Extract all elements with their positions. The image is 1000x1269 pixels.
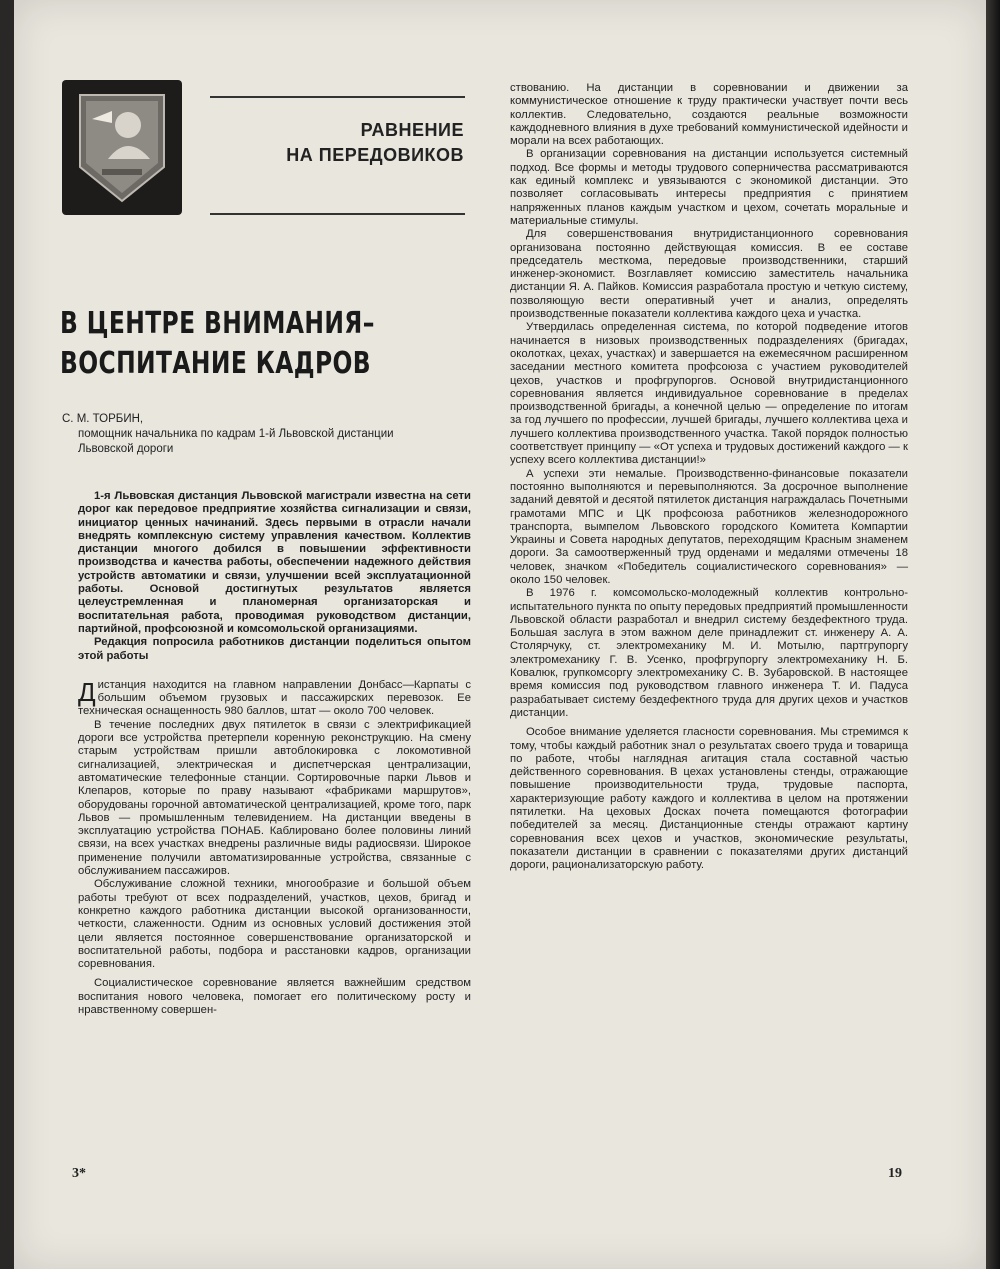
page-number: 19 bbox=[888, 1166, 902, 1181]
body-paragraph: В 1976 г. комсомольско-молодежный коллектив контрольно-испытательного пункта по опыту передовых предприятий промышленности Львовской области разработал и внедрил систему бездефектного труда. Большая заслуга в этом важном деле принадлежит ст. инженеру А. А. Столярчуку, ст. электромеханику М. И. Мотылю, партгрупоргу электромеханику Г. В. Усенко, профгрупоргу электромеханику Н. Б. Ковалюк, групкомсоргу электромеханику С. В. Зубаровской. В настоящее время комиссия под руководством главного инженера Т. И. Падуса разрабатывает систему бездефектного труда для других цехов и участков дистанции. bbox=[510, 587, 908, 719]
body-paragraph: В течение последних двух пятилеток в связи с электрификацией дороги все устройства претерпели коренную реконструкцию. На смену старым устройствам пришли автоблокировка с локомотивной сигнализацией, электрическая и диспетчерская централизации, автоматические телефонные станции. Сортировочные парки Львов и Клепаров, которые по праву называют «фабриками маршрутов», оборудованы горочной автоматической централизацией, кроме того, парк Львов — промышленным телевидением. На дистанции введены в эксплуатацию устройства ПОНАБ. Каблировано более половины линий связи, на всех участках внедрены различные виды радиосвязи. Широкое применение получили автоматизированные устройства, связанные с обслуживанием пассажиров. bbox=[78, 718, 471, 878]
section-heading-line2: НА ПЕРЕДОВИКОВ bbox=[286, 145, 464, 165]
editor-note: Редакция попросила работников дистанции поделиться опытом этой работы bbox=[78, 636, 471, 662]
body-paragraph: Дистанция находится на главном направлении Донбасс—Карпаты с большим объемом грузовых и пассажирских перевозок. Ее техническая оснащенность 980 баллов, штат — около 700 человек. bbox=[78, 676, 471, 718]
body-paragraph: В организации соревнования на дистанции используется системный подход. Все формы и методы трудового соперничества рассматриваются как единый комплекс и увязываются с экономикой дистанции. Это позволяет согласовывать интересы предприятия с принятием напряженных планов каждым участком и цехом, сочетать моральные и материальные стимулы. bbox=[510, 148, 908, 227]
author-name: С. М. ТОРБИН, bbox=[62, 413, 144, 425]
body-paragraph: Обслуживание сложной техники, многообразие и большой объем работы требуют от всех подразделений, участков, цехов, бригад и конкретно каждого работника дистанции высокой организованности, четкости, слаженности. Одним из основных условий достижения этой цели является постоянное совершенствование организаторской и воспитательной работы, подбора и расстановки кадров, организации соревнования. bbox=[78, 878, 471, 971]
left-column bbox=[78, 490, 471, 1017]
body-paragraph: А успехи эти немалые. Производственно-финансовые показатели постоянно выполняются и перевыполняются. За досрочное выполнение заданий девятой и десятой пятилеток дистанция награждалась Почетными грамотами МПС и ЦК профсоюза работников железнодорожного транспорта, вымпелом Львовского городского Комитета Компартии Украины и Совета народных депутатов, переходящим Красным знаменем дороги. За самоотверженный труд орденами и медалями отмечены 18 человек, значком «Победитель социалистического соревнования» — около 150 человек. bbox=[510, 467, 908, 586]
section-heading bbox=[200, 118, 464, 168]
article-title-line2: ВОСПИТАНИЕ КАДРОВ bbox=[60, 346, 372, 381]
page-edge-shadow bbox=[986, 0, 1000, 1269]
signature-mark: 3* bbox=[72, 1166, 86, 1181]
article-title-line1: В ЦЕНТРЕ ВНИМАНИЯ– bbox=[60, 306, 375, 341]
body-paragraph: ствованию. На дистанции в соревновании и движении за коммунистическое отношение к труду практически участвует почти весь коллектив. Следовательно, создаются реальные возможности каждодневного влияния в духе требований коммунистической идейности и морали на всех работающих. bbox=[510, 82, 908, 148]
section-heading-line1: РАВНЕНИЕ bbox=[360, 120, 464, 140]
author-position: помощник начальника по кадрам 1-й Львовской дистанции Львовской дороги bbox=[78, 428, 394, 455]
lead-paragraph: 1-я Львовская дистанция Львовской магистрали известна на сети дорог как передовое предприятие хозяйства сигнализации и связи, инициатор ценных начинаний. Здесь первыми в отрасли начали внедрять комплексную систему управления качеством. Коллектив дистанции многого добился в повышении эффективности производства и качества работы, обеспечении надежного действия устройств автоматики и связи, улучшении всей эксплуатационной работы. Основой достигнутых результатов является целеустремленная и планомерная организаторская и воспитательная работа, проводимая руководством дистанции, партийной, профсоюзной и комсомольской организациями. bbox=[78, 490, 471, 635]
body-paragraph: Для совершенствования внутридистанционного соревнования организована постоянно действующая комиссия. В ее составе председатель месткома, передовые производственники, старший инженер-экономист. Возглавляет комиссию заместитель начальника дистанции Я. А. Пайков. Комиссия разработала простую и четкую систему, позволяющую вести оперативный учет и анализ, определять производственные показатели коллектива каждого цеха и участка. bbox=[510, 228, 908, 321]
article-title bbox=[60, 304, 388, 384]
right-column bbox=[510, 82, 908, 873]
body-paragraph: Социалистическое соревнование является важнейшим средством воспитания нового человека, помогает его политическому росту и нравственному совершен- bbox=[78, 977, 471, 1016]
lenin-portrait-pennant-icon bbox=[62, 80, 182, 215]
body-paragraph: Утвердилась определенная система, по которой подведение итогов начинается в низовых производственных подразделениях (бригадах, околотках, цехах, участках) и завершается на ежемесячном расширенном заседании местного комитета профсоюза с участием руководителей цехов, участков и профгрупоргов. Основой внутридистанционного соревнования является индивидуальное соревнование в пределах производственной бригады, а конечной целью — определение по итогам за год лучшего по профессии, лучшей бригады, лучшего коллектива цеха и лучшего коллектива производственного участка. Такой порядок полностью соответствует принципу — «От успеха и трудовых достижений каждого — к успеху всего коллектива дистанции!» bbox=[510, 321, 908, 467]
author-block bbox=[62, 412, 462, 457]
heading-top-rule bbox=[210, 96, 465, 98]
heading-bottom-rule bbox=[210, 213, 465, 215]
body-paragraph: Особое внимание уделяется гласности соревнования. Мы стремимся к тому, чтобы каждый работник знал о результатах своего труда и товарища по работе, чтобы наглядная агитация стала составной частью действенного соревнования. В цехах установлены стенды, отражающие повышение производительности труда, трудовые паспорта, характеризующие работу каждого и коллектива в целом на протяжении пятилетки. На цеховых Досках почета помещаются фотографии победителей за месяц. Дистанционные стенды отражают картину соревнования всех цехов и участков, экономические результаты, показатели дистанции в сравнении с показателями других дистанций дороги, рационализаторскую работу. bbox=[510, 726, 908, 872]
